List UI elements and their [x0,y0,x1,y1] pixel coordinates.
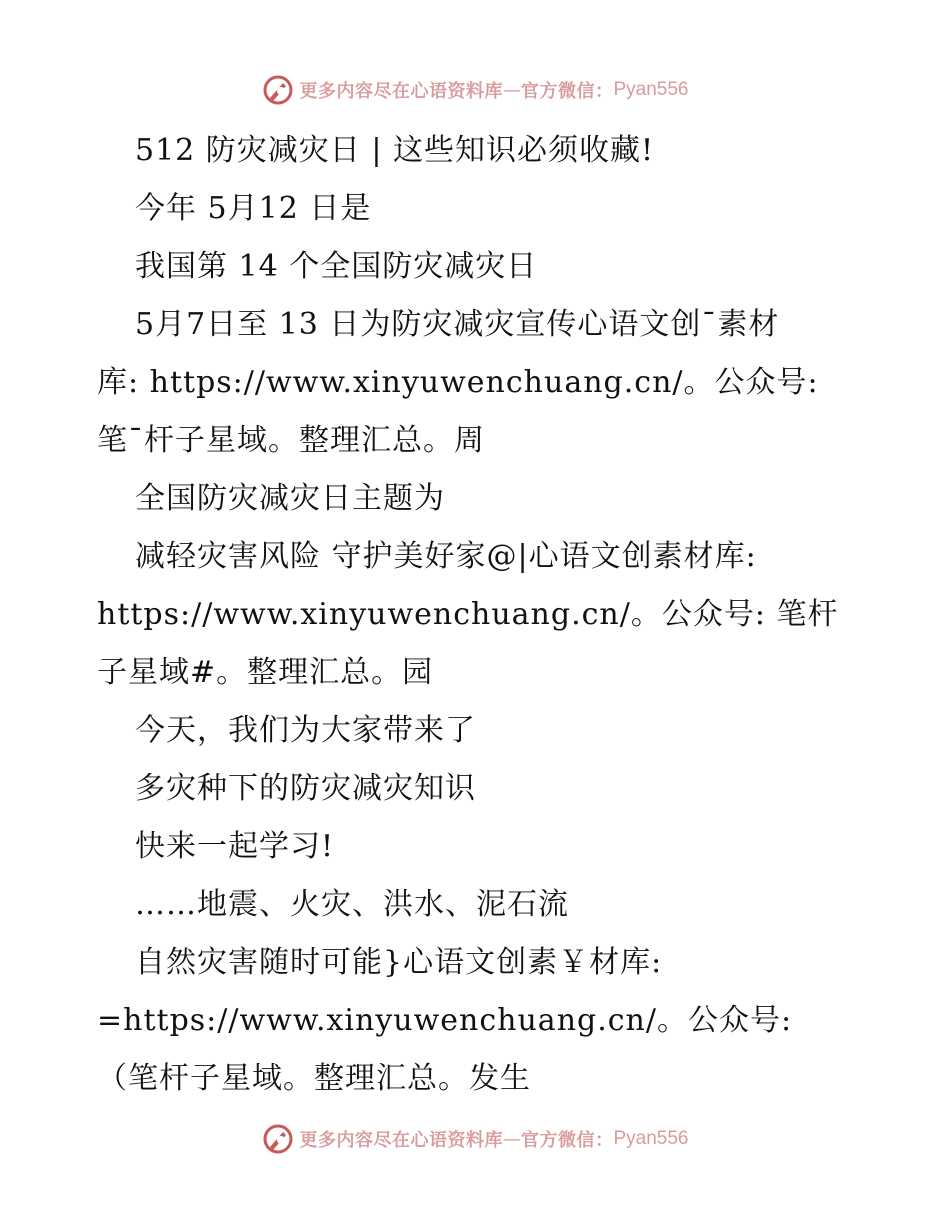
banner-dash: — [502,79,521,101]
banner-wechat-id: Pyan556 [613,79,689,100]
text-line: 减轻灾害风险 守护美好家@|心语文创素材库: [135,539,757,574]
text-line: 全国防灾减灾日主题为 [135,481,445,516]
banner-wechat-label: 官方微信： [520,81,614,102]
text-line: 多灾种下的防灾减灾知识 [135,771,476,806]
pen-circle-logo-icon [261,73,295,107]
text-line: ……地震、火灾、洪水、泥石流 [135,887,569,922]
text-line: （笔杆子星域。整理汇总。发生 [97,1061,531,1096]
text-line: 我国第 14 个全国防灾减灾日 [135,249,538,284]
text-line: 今天，我们为大家带来了 [135,713,476,748]
text-line: https://www.xinyuwenchuang.cn/。公众号: 笔杆 [97,597,839,632]
document-body [97,122,857,1108]
footer-banner [0,1121,950,1157]
banner-wechat-id: Pyan556 [613,1128,689,1149]
text-line: 子星域#。整理汇总。园 [97,655,434,690]
header-banner [0,72,950,108]
text-line: 今年 5月12 日是 [135,191,372,226]
text-line: 自然灾害随时可能}心语文创素￥材库: [135,945,663,980]
text-line: =https://www.xinyuwenchuang.cn/。公众号: [97,1003,793,1038]
banner-dash: — [502,1128,521,1150]
banner-text: 更多内容尽在心语资料库 [299,81,503,102]
text-line: 库: https://www.xinyuwenchuang.cn/。公众号: [97,365,819,400]
text-line: 快来一起学习! [135,829,335,864]
text-line: 5月7日至 13 日为防灾减灾宣传心语文创¯素材 [135,307,780,342]
banner-wechat-label: 官方微信： [520,1130,614,1151]
banner-text: 更多内容尽在心语资料库 [299,1130,503,1151]
pen-circle-logo-icon [261,1122,295,1156]
text-line: 笔¯杆子星域。整理汇总。周 [97,423,485,458]
title-line: 512 防灾减灾日 | 这些知识必须收藏! [135,133,655,168]
